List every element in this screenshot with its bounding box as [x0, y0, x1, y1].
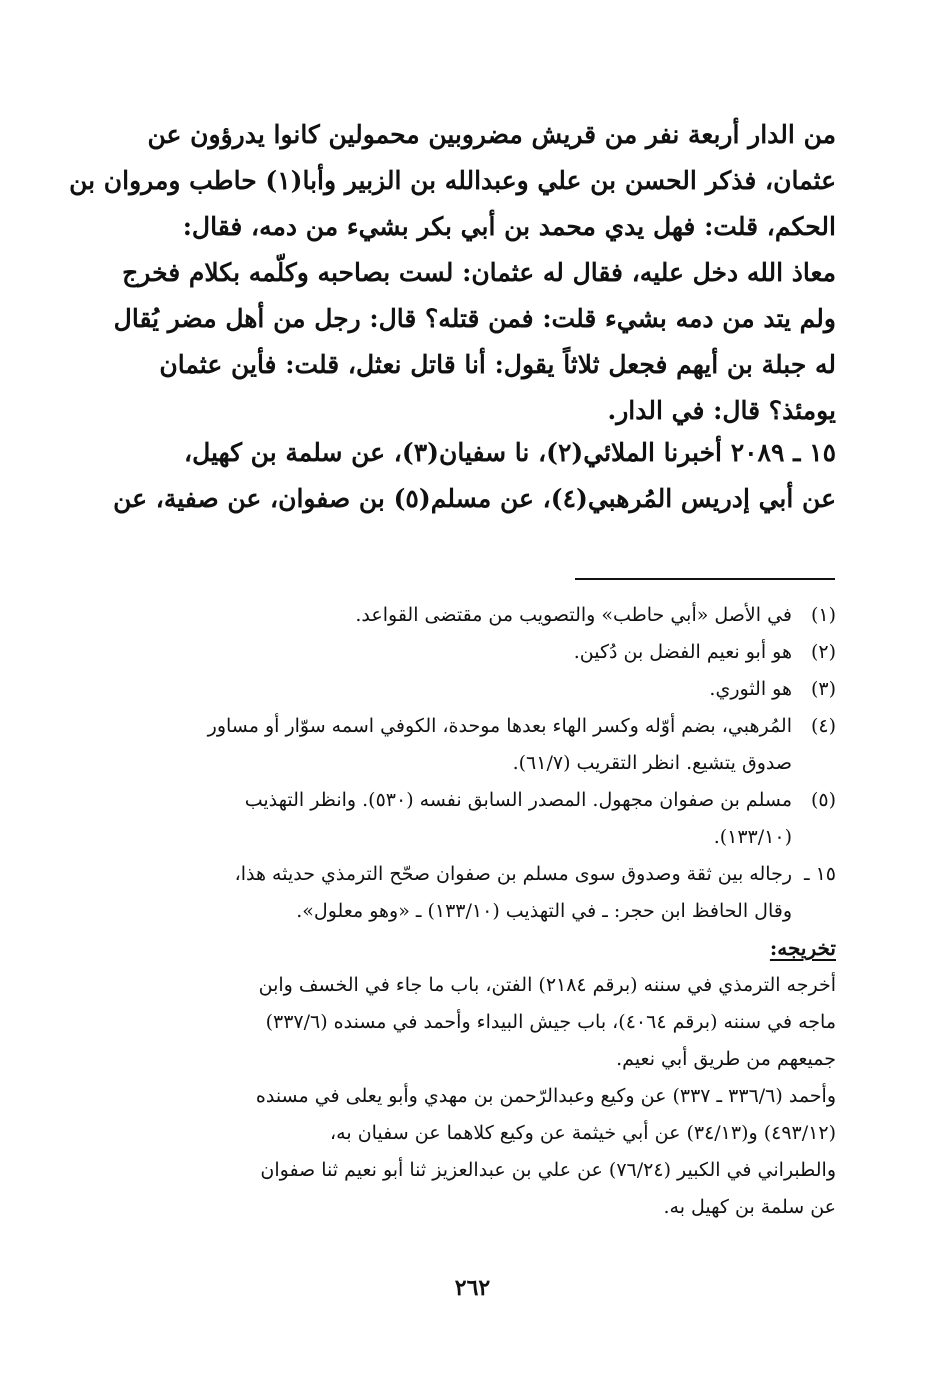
- footnote-text: في الأصل «أبي حاطب» والتصويب من مقتضى القواعد.: [355, 604, 792, 626]
- takhrij-line: ماجه في سننه (برقم ٤٠٦٤)، باب جيش البيداء وأحمد في مسنده (٣٣٧/٦): [265, 1011, 836, 1033]
- takhrij-paragraph: [138, 967, 836, 1226]
- hadith-paragraph: [113, 430, 836, 522]
- footnotes-section: [138, 597, 836, 1226]
- footnote: [138, 634, 836, 671]
- takhrij-line: عن سلمة بن كهيل به.: [663, 1196, 836, 1218]
- takhrij-heading: تخريجه:: [769, 936, 836, 960]
- footnote-text: مسلم بن صفوان مجهول. المصدر السابق نفسه (٥٣٠). وانظر التهذيب: [244, 789, 792, 811]
- hadith-note-text: وقال الحافظ ابن حجر: ـ في التهذيب (١٣٣/١٠) ـ «وهو معلول».: [296, 900, 792, 922]
- takhrij-line: وأحمد (٣٣٦/٦ ـ ٣٣٧) عن وكيع وعبدالرّحمن بن مهدي وأبو يعلى في مسنده: [255, 1085, 836, 1107]
- takhrij-line: جميعهم من طريق أبي نعيم.: [616, 1048, 836, 1070]
- main-line: من الدار أربعة نفر من قريش مضروبين محمولين كانوا يدرؤون عن: [147, 120, 836, 149]
- page-number: ٢٦٢: [454, 1275, 491, 1301]
- footnote-number: (٣): [810, 678, 836, 700]
- footnote: [138, 708, 836, 782]
- footnote-text: (١٣٣/١٠).: [713, 826, 792, 848]
- main-line: له جبلة بن أيهم فجعل ثلاثاً يقول: أنا قاتل نعثل، قلت: فأين عثمان: [159, 350, 836, 379]
- footnote-text: هو أبو نعيم الفضل بن دُكين.: [573, 641, 792, 663]
- footnote-number: (١): [810, 604, 836, 626]
- footnote-number: (٢): [810, 641, 836, 663]
- footnote-number: (٤): [810, 715, 836, 737]
- main-line: الحكم، قلت: فهل يدي محمد بن أبي بكر بشيء من دمه، فقال:: [182, 212, 836, 241]
- hadith-note: [138, 856, 836, 930]
- takhrij-line: والطبراني في الكبير (٧٦/٢٤) عن علي بن عبدالعزيز ثنا أبو نعيم ثنا صفوان: [260, 1159, 836, 1181]
- main-paragraph: [69, 112, 836, 434]
- main-line: يومئذ؟ قال: في الدار.: [607, 396, 836, 425]
- footnote-text: هو الثوري.: [709, 678, 792, 700]
- takhrij-heading-row: [138, 930, 836, 967]
- hadith-line: ١٥ ـ ٢٠٨٩ أخبرنا الملائي(٢)، نا سفيان(٣)، عن سلمة بن كهيل،: [184, 438, 836, 467]
- footnote-text: المُرهبي، بضم أوّله وكسر الهاء بعدها موحدة، الكوفي اسمه سوّار أو مساور: [207, 715, 792, 737]
- takhrij-line: أخرجه الترمذي في سننه (برقم ٢١٨٤) الفتن، باب ما جاء في الخسف وابن: [258, 974, 836, 996]
- main-line: ولم يتد من دمه بشيء قلت: فمن قتله؟ قال: رجل من أهل مضر يُقال: [113, 304, 836, 333]
- takhrij-line: (٤٩٣/١٢) و(٣٤/١٣) عن أبي خيثمة عن وكيع كلاهما عن سفيان به،: [330, 1122, 836, 1144]
- main-line: معاذ الله دخل عليه، فقال له عثمان: لست بصاحبه وكلّمه بكلام فخرج: [122, 258, 836, 287]
- footnote: [138, 782, 836, 856]
- footnote-text: صدوق يتشيع. انظر التقريب (٦١/٧).: [512, 752, 792, 774]
- hadith-note-text: رجاله بين ثقة وصدوق سوى مسلم بن صفوان صحّح الترمذي حديثه هذا،: [234, 863, 792, 885]
- footnote: [138, 671, 836, 708]
- footnote-number: (٥): [810, 789, 836, 811]
- hadith-line: عن أبي إدريس المُرهبي(٤)، عن مسلم(٥) بن صفوان، عن صفية، عن: [113, 484, 836, 513]
- footnote: [138, 597, 836, 634]
- main-line: عثمان، فذكر الحسن بن علي وعبدالله بن الزبير وأبا(١) حاطب ومروان بن: [69, 166, 836, 195]
- hadith-note-number: ١٥ ـ: [803, 863, 836, 885]
- footnote-separator: [575, 578, 835, 580]
